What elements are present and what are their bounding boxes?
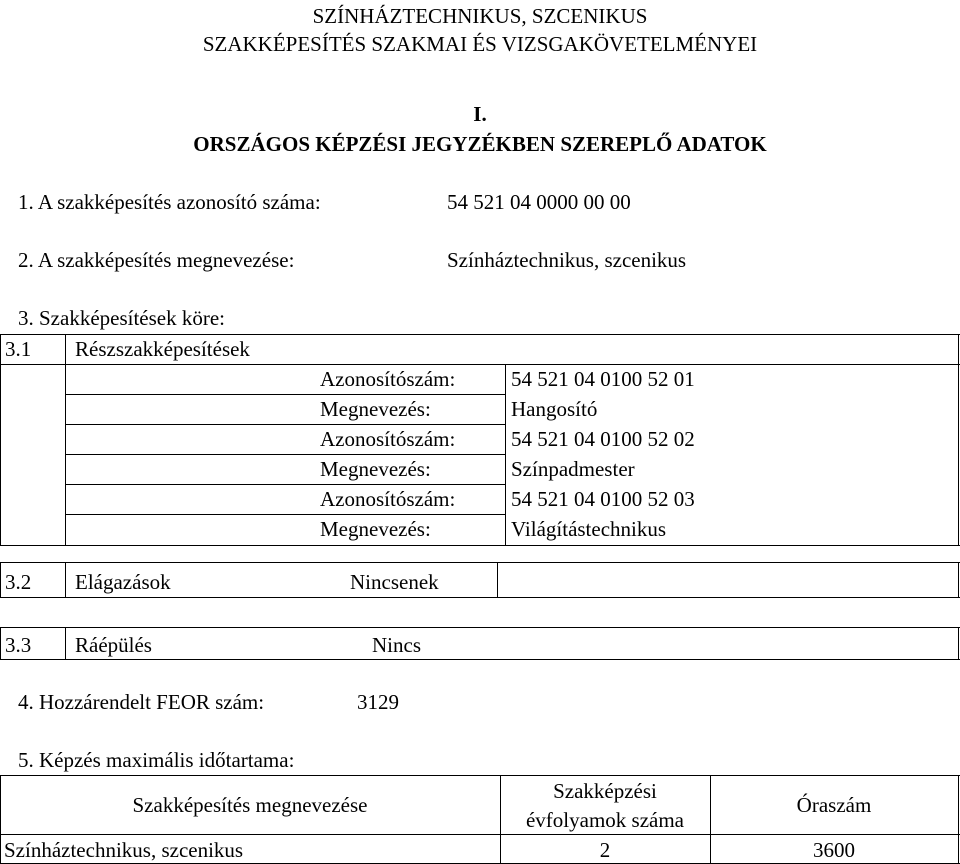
partial-row-value: Színpadmester [511,457,635,481]
branches-label: Elágazások [75,570,171,594]
duration-header-hours: Óraszám [796,793,872,817]
builds-on-number: 3.3 [5,633,32,657]
document-title-line2: SZAKKÉPESÍTÉS SZAKMAI ÉS VIZSGAKÖVETELMÉNYEI [202,32,758,56]
qualification-name-value: Színháztechnikus, szcenikus [447,248,687,272]
partial-row-value: Világítástechnikus [511,517,667,541]
branches-number: 3.2 [5,570,32,594]
builds-on-value: Nincs [372,633,421,657]
qualification-name-label: 2. A szakképesítés megnevezése: [18,248,295,272]
qualification-id-value: 54 521 04 0000 00 00 [447,190,631,214]
partial-title: Részszakképesítések [75,337,250,361]
partial-row-label: Megnevezés: [320,517,431,541]
partial-row-value: Hangosító [511,397,598,421]
section-number: I. [473,102,487,126]
builds-on-label: Ráépülés [75,633,152,657]
duration-row-name: Színháztechnikus, szcenikus [4,838,244,862]
qualification-scope-label: 3. Szakképesítések köre: [18,306,226,330]
duration-header-grades-line1: Szakképzési [553,779,657,803]
duration-row-grades: 2 [599,838,611,862]
partial-row-label: Azonosítószám: [320,487,456,511]
duration-header-grades-line2: évfolyamok száma [525,808,685,832]
partial-row-value: 54 521 04 0100 52 03 [511,487,695,511]
duration-row-hours: 3600 [813,838,855,862]
partial-row-label: Megnevezés: [320,457,431,481]
partial-row-value: 54 521 04 0100 52 02 [511,427,695,451]
branches-value: Nincsenek [350,570,439,594]
feor-value: 3129 [357,690,399,714]
feor-label: 4. Hozzárendelt FEOR szám: [18,690,265,714]
duration-label: 5. Képzés maximális időtartama: [18,748,295,772]
duration-header-name: Szakképesítés megnevezése [132,793,368,817]
qualification-id-label: 1. A szakképesítés azonosító száma: [18,190,321,214]
partial-row-label: Azonosítószám: [320,367,456,391]
partial-row-label: Megnevezés: [320,397,431,421]
section-title: ORSZÁGOS KÉPZÉSI JEGYZÉKBEN SZEREPLŐ ADATOK [193,132,767,156]
partial-row-label: Azonosítószám: [320,427,456,451]
partial-row-value: 54 521 04 0100 52 01 [511,367,695,391]
partial-number: 3.1 [5,337,32,361]
document-title-line1: SZÍNHÁZTECHNIKUS, SZCENIKUS [312,4,648,28]
